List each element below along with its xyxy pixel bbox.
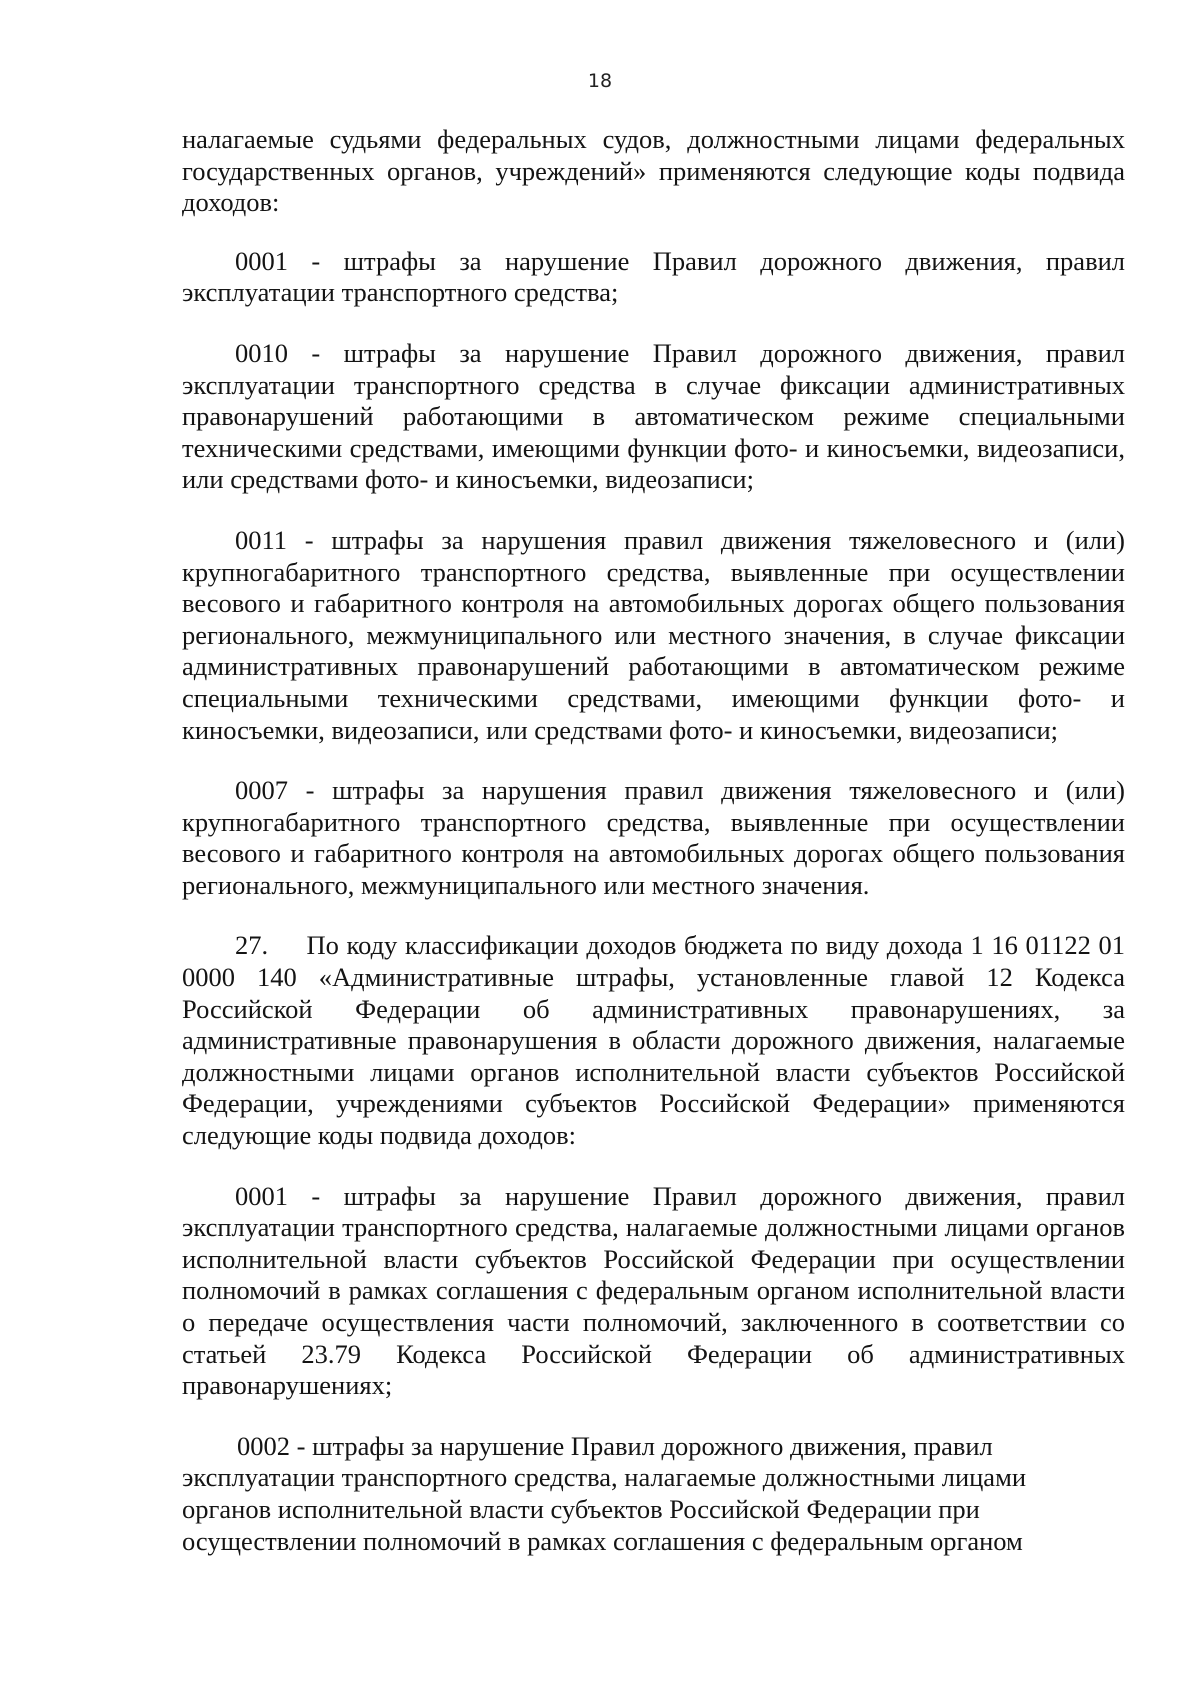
paragraph-intro: налагаемые судьями федеральных судов, должностными лицами федеральных государственных органов, учреждений» применяются следующие коды подвида доходов: bbox=[182, 124, 1125, 218]
paragraph-code-0001-section-27: 0001 - штрафы за нарушение Правил дорожного движения, правил эксплуатации транспортного средства, налагаемые должностными лицами органов исполнительной власти субъектов Российской Федерации при осуществлении полномочий в рамках соглашения с федеральным органом исполнительной власти о передаче осуществления части полномочий, заключенного в соответствии со статьей 23.79 Кодекса Российской Федерации об административных правонарушениях; bbox=[182, 1180, 1125, 1401]
paragraph-code-0011: 0011 - штрафы за нарушения правил движения тяжеловесного и (или) крупногабаритного транспортного средства, выявленные при осуществлении весового и габаритного контроля на автомобильных дорогах общего пользования регионального, межмуниципального или местного значения, в случае фиксации административных правонарушений работающими в автоматическом режиме специальными техническими средствами, имеющими функции фото- и киносъемки, видеозаписи, или средствами фото- и киносъемки, видеозаписи; bbox=[182, 524, 1125, 745]
document-body bbox=[182, 124, 1132, 1557]
paragraph-section-27: 27. По коду классификации доходов бюджета по виду дохода 1 16 01122 01 0000 140 «Административные штрафы, установленные главой 12 Кодекса Российской Федерации об административных правонарушениях, за административные правонарушения в области дорожного движения, налагаемые должностными лицами органов исполнительной власти субъектов Российской Федерации, учреждениями субъектов Российской Федерации» применяются следующие коды подвида доходов: bbox=[182, 930, 1132, 1151]
paragraph-code-0001: 0001 - штрафы за нарушение Правил дорожного движения, правил эксплуатации транспортного средства; bbox=[182, 245, 1125, 308]
page-number: 18 bbox=[587, 70, 613, 92]
paragraph-code-0002-section-27: 0002 - штрафы за нарушение Правил дорожного движения, правил эксплуатации транспортного средства, налагаемые должностными лицами органов исполнительной власти субъектов Российской Федерации при осуществлении полномочий в рамках соглашения с федеральным органом bbox=[182, 1430, 1027, 1556]
paragraph-code-0007: 0007 - штрафы за нарушения правил движения тяжеловесного и (или) крупногабаритного транспортного средства, выявленные при осуществлении весового и габаритного контроля на автомобильных дорогах общего пользования регионального, межмуниципального или местного значения. bbox=[182, 775, 1125, 900]
paragraph-code-0010: 0010 - штрафы за нарушение Правил дорожного движения, правил эксплуатации транспортного средства в случае фиксации административных правонарушений работающими в автоматическом режиме специальными техническими средствами, имеющими функции фото- и киносъемки, видеозаписи, или средствами фото- и киносъемки, видеозаписи; bbox=[182, 337, 1125, 495]
